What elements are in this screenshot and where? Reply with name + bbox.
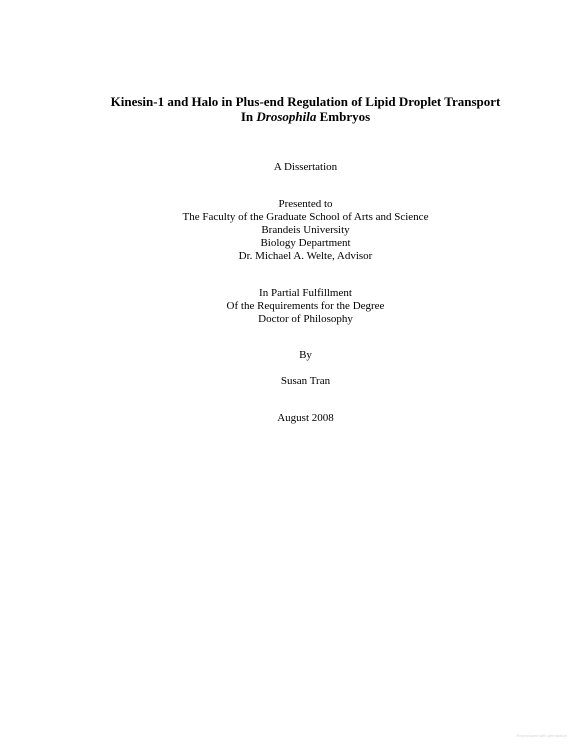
fulfillment-line: In Partial Fulfillment — [259, 287, 352, 299]
document-type-text: A Dissertation — [273, 161, 338, 173]
presented-line: Biology Department — [260, 237, 351, 249]
date — [0, 412, 575, 425]
author-name-text: Susan Tran — [280, 375, 331, 387]
by-label — [0, 349, 575, 362]
title-line-2-prefix: In — [240, 109, 257, 124]
dissertation-title — [0, 94, 575, 124]
presented-line: Brandeis University — [261, 224, 350, 236]
watermark: Reproduced with permission — [516, 733, 567, 738]
author-name — [0, 375, 575, 388]
by-label-text: By — [299, 349, 312, 361]
presented-line: Presented to — [278, 198, 333, 210]
document-type — [0, 161, 575, 174]
fulfillment-block — [0, 287, 575, 326]
fulfillment-line: Doctor of Philosophy — [258, 313, 353, 325]
title-line-2 — [0, 109, 575, 124]
presented-block — [0, 198, 575, 263]
title-line-1: Kinesin-1 and Halo in Plus-end Regulation of Lipid Droplet Transport — [110, 94, 501, 109]
presented-line: Dr. Michael A. Welte, Advisor — [238, 250, 373, 262]
title-line-2-italic: Drosophila — [256, 109, 317, 124]
title-line-2-suffix: Embryos — [316, 109, 371, 124]
fulfillment-line: Of the Requirements for the Degree — [226, 300, 385, 312]
presented-line: The Faculty of the Graduate School of Arts and Science — [182, 211, 429, 223]
date-text: August 2008 — [277, 412, 334, 424]
